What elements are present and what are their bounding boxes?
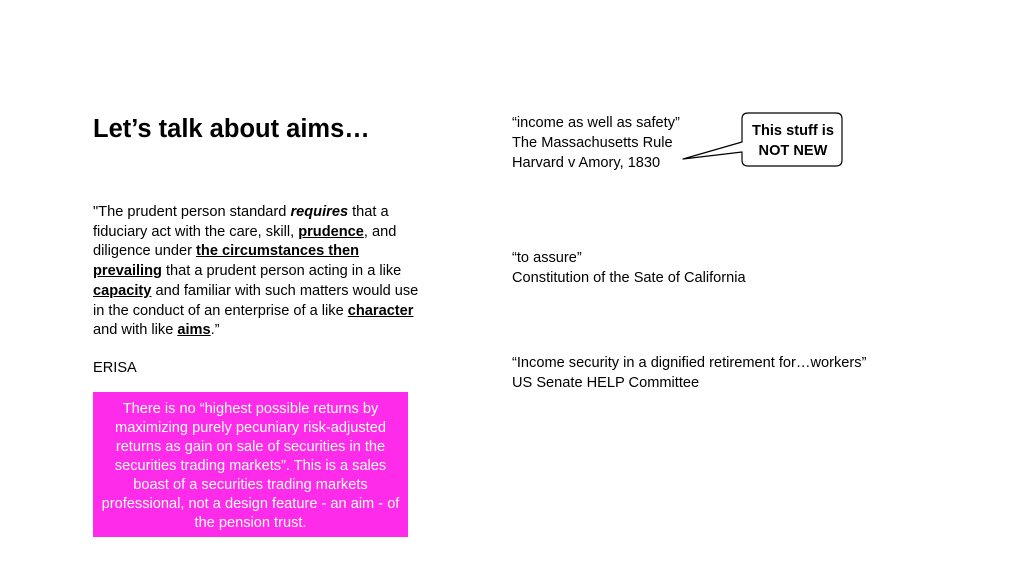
- quote-text: and with like: [93, 322, 178, 339]
- right-quote-line: Harvard v Amory, 1830: [512, 155, 661, 171]
- right-quote-line: The Massachusetts Rule: [512, 135, 673, 151]
- quote-text: that a prudent person acting in a like: [161, 263, 402, 280]
- speech-bubble-text: [744, 121, 842, 161]
- quote-text: and familiar with such matters would use in the conduct of an enterprise of a like: [93, 282, 419, 319]
- emphasis-aims: aims: [177, 322, 211, 339]
- right-quote-text: “Income security in a dignified retirement for…workers”: [512, 355, 867, 371]
- bubble-line: This stuff is: [752, 123, 834, 139]
- quote-text: .”: [210, 322, 220, 339]
- right-quote-text: “to assure”: [512, 250, 582, 266]
- right-quote-text: “income as well as safety”: [512, 115, 680, 131]
- bubble-line: NOT NEW: [758, 143, 828, 159]
- quote-source: ERISA: [93, 360, 137, 376]
- emphasis-circumstances: the circumstances then prevailing: [93, 243, 360, 280]
- right-quote-line: US Senate HELP Committee: [512, 375, 700, 391]
- quote-text: that a fiduciary act with the care, skill,: [93, 204, 389, 240]
- pink-callout-box: There is no “highest possible returns by maximizing purely pecuniary risk-adjusted returns as gain on sale of securities in the securities trading markets”. This is a sales boast of a securities trading markets professional, not a design feature - an aim - of the pension trust.: [93, 392, 408, 537]
- slide-title: Let’s talk about aims…: [93, 115, 370, 143]
- emphasis-character: character: [347, 302, 414, 319]
- emphasis-prudence: prudence: [298, 223, 364, 240]
- right-quote-line: Constitution of the Sate of California: [512, 270, 746, 286]
- quote-text: "The prudent person standard: [93, 204, 291, 220]
- emphasis-requires: requires: [290, 204, 349, 220]
- emphasis-capacity: capacity: [93, 282, 152, 299]
- quote-text: , and diligence under: [93, 223, 397, 260]
